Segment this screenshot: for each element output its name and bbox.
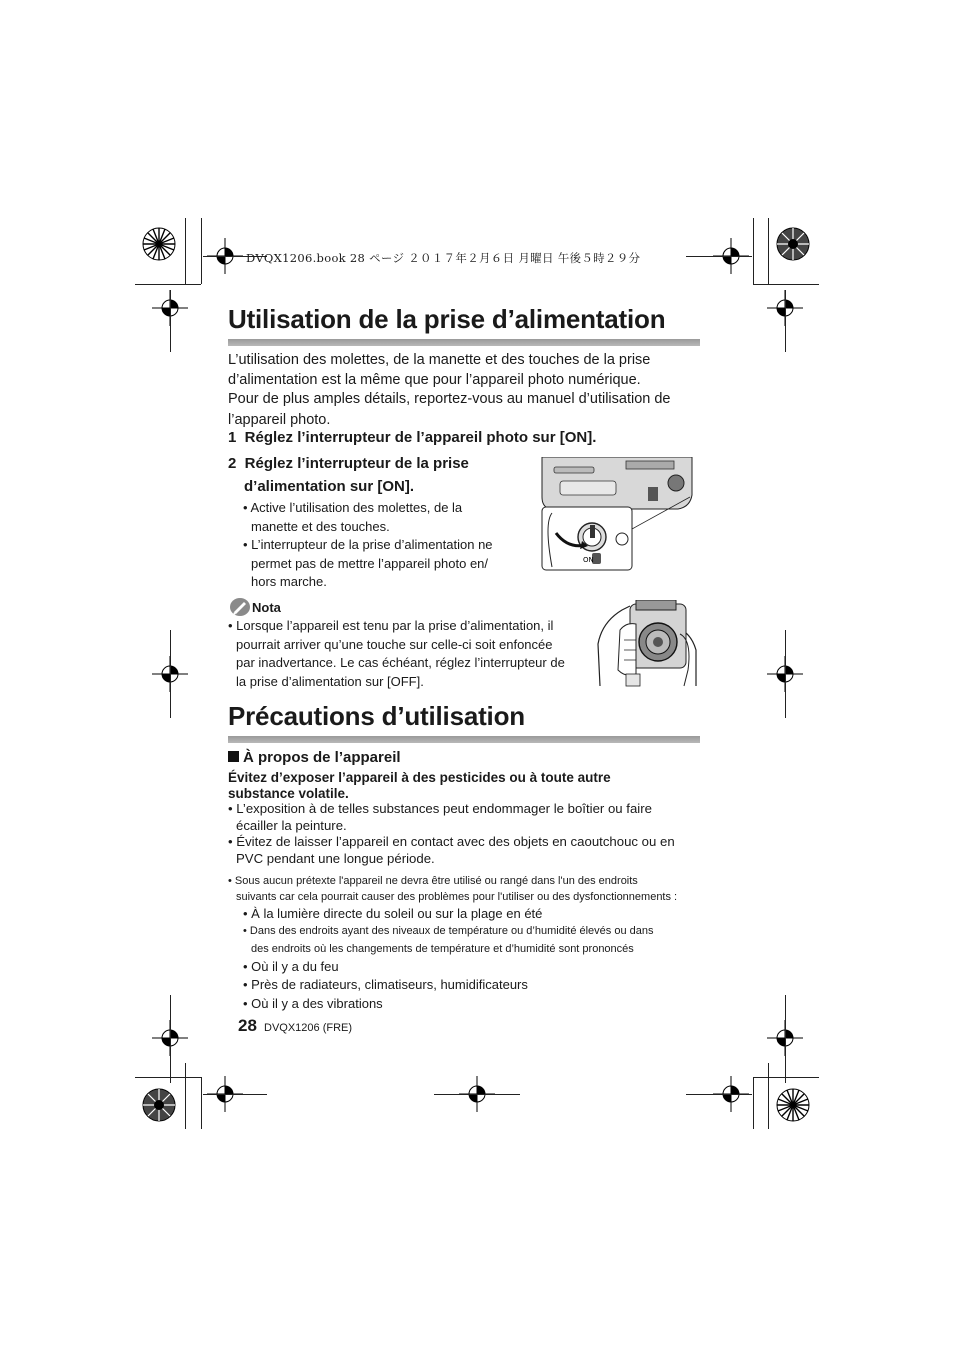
section-title: Précautions d’utilisation bbox=[228, 701, 525, 731]
crop-line bbox=[434, 1094, 520, 1095]
caution-bullets bbox=[228, 801, 675, 867]
note-pencil-icon bbox=[229, 597, 251, 617]
crop-line bbox=[135, 1077, 201, 1078]
crop-line bbox=[785, 290, 786, 352]
crop-line bbox=[686, 1094, 752, 1095]
crop-line bbox=[170, 995, 171, 1083]
starburst-registration-icon bbox=[142, 227, 176, 261]
note-line: pourrait arriver qu’une touche sur celle-ci soit enfoncée bbox=[236, 636, 553, 652]
title-rule bbox=[228, 339, 700, 346]
bullet-text: • Active l’utilisation des molettes, de la bbox=[243, 500, 463, 515]
crop-line bbox=[753, 1077, 754, 1129]
document-code: DVQX1206 (FRE) bbox=[264, 1022, 353, 1034]
places-list bbox=[243, 905, 654, 1013]
note-line: • Lorsque l’appareil est tenu par la prise d’alimentation, il bbox=[228, 618, 554, 633]
intro-line: L’utilisation des molettes, de la manette et des touches de la prise bbox=[228, 352, 651, 368]
intro-line: Pour de plus amples détails, reportez-vous au manuel d’utilisation de bbox=[228, 391, 671, 407]
crop-line bbox=[201, 1077, 202, 1129]
place-item: • Où il y a du feu bbox=[243, 958, 339, 974]
crop-line bbox=[203, 1094, 267, 1095]
battery-grip-illustration bbox=[540, 457, 694, 573]
crop-line bbox=[686, 256, 752, 257]
crop-line bbox=[753, 218, 754, 284]
title-rule bbox=[228, 736, 700, 743]
place-item: • Dans des endroits ayant des niveaux de température ou d’humidité élevés ou dans bbox=[243, 924, 654, 937]
crop-line bbox=[768, 218, 769, 284]
crop-line bbox=[753, 284, 819, 285]
starburst-registration-icon bbox=[776, 227, 810, 261]
storage-warning bbox=[228, 873, 677, 905]
place-item: • Près de radiateurs, climatiseurs, humidificateurs bbox=[243, 977, 528, 992]
subheading bbox=[228, 749, 401, 766]
place-item: • À la lumière directe du soleil ou sur la plage en été bbox=[243, 906, 543, 921]
crop-line bbox=[753, 1077, 819, 1078]
bullet-text: permet pas de mettre l’appareil photo en/ bbox=[251, 555, 489, 571]
step-2-line: d’alimentation sur [ON]. bbox=[244, 478, 415, 495]
intro-paragraph bbox=[228, 351, 698, 430]
crop-line bbox=[201, 218, 202, 284]
bullet-text: PVC pendant une longue période. bbox=[236, 850, 435, 866]
crop-line bbox=[185, 1063, 186, 1129]
bullet-text: hors marche. bbox=[251, 574, 327, 589]
note-text bbox=[228, 617, 588, 691]
starburst-registration-icon bbox=[142, 1088, 176, 1122]
bullet-text: • L’exposition à de telles substances peut endommager le boîtier ou faire bbox=[228, 801, 652, 816]
crop-line bbox=[785, 995, 786, 1083]
bullet-text: • Évitez de laisser l’appareil en contact avec des objets en caoutchouc ou en bbox=[228, 834, 675, 849]
warning-line: substance volatile. bbox=[228, 786, 349, 801]
subheading-text: À propos de l’appareil bbox=[243, 749, 401, 766]
intro-line: l’appareil photo. bbox=[228, 411, 331, 428]
square-bullet-icon bbox=[228, 751, 239, 762]
switch-label: ON bbox=[583, 556, 594, 564]
warning-line: Évitez d’exposer l’appareil à des pesticides ou à toute autre bbox=[228, 770, 611, 785]
place-item: des endroits où les changements de température et d’humidité sont prononcés bbox=[251, 942, 634, 955]
storage-line: suivants car cela pourrait causer des problèmes pour l'utiliser ou des dysfonctionnements : bbox=[236, 891, 678, 903]
section-title: Utilisation de la prise d’alimentation bbox=[228, 304, 666, 334]
crop-line bbox=[135, 284, 201, 285]
warning-text bbox=[228, 770, 611, 802]
step-2-bullets bbox=[243, 499, 493, 592]
crop-line bbox=[170, 290, 171, 352]
starburst-registration-icon bbox=[776, 1088, 810, 1122]
note-line: la prise d’alimentation sur [OFF]. bbox=[236, 673, 424, 689]
storage-line: • Sous aucun prétexte l'appareil ne devra être utilisé ou rangé dans l'un des endroits bbox=[228, 875, 638, 887]
bullet-text: manette et des touches. bbox=[251, 518, 390, 534]
crop-line bbox=[768, 1063, 769, 1129]
step-1: 1 Réglez l’interrupteur de l’appareil photo sur [ON]. bbox=[228, 429, 597, 446]
print-info-header: DVQX1206.book 28 ページ ２０１７年２月６日 月曜日 午後５時２９分 bbox=[246, 251, 641, 265]
bullet-text: • L’interrupteur de la prise d’alimentation ne bbox=[243, 537, 493, 552]
crop-line bbox=[785, 630, 786, 718]
note-label: Nota bbox=[252, 600, 281, 615]
crop-line bbox=[185, 218, 186, 284]
step-2-line: 2 Réglez l’interrupteur de la prise bbox=[228, 455, 469, 472]
crop-line bbox=[170, 630, 171, 718]
place-item: • Où il y a des vibrations bbox=[243, 995, 383, 1011]
note-line: par inadvertance. Le cas échéant, réglez l’interrupteur de bbox=[236, 655, 565, 670]
bullet-text: écailler la peinture. bbox=[236, 817, 347, 833]
page-number: 28 bbox=[238, 1016, 257, 1035]
hands-holding-camera-illustration bbox=[596, 600, 698, 688]
intro-line: d’alimentation est la même que pour l’appareil photo numérique. bbox=[228, 371, 641, 388]
